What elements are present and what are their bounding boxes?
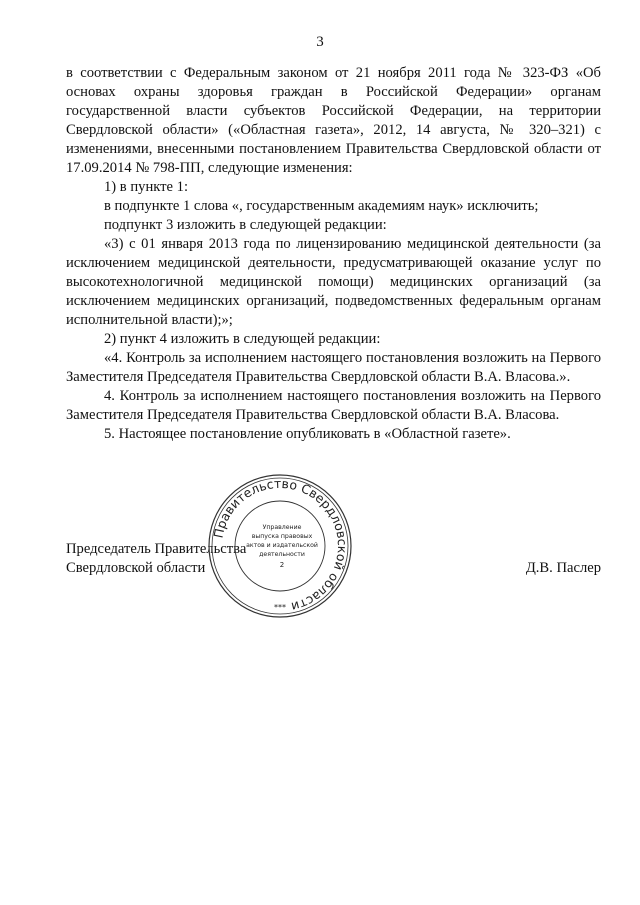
paragraph-control: 4. Контроль за исполнением настоящего постановления возложить на Первого Заместителя Председателя Правительства Свердловской области В.А. Власова. [66,388,601,423]
stamp-inner-number: 2 [279,561,285,569]
paragraph-subitem-3-intro: подпункт 3 изложить в следующей редакции: [104,217,387,233]
signatory-position-line1: Председатель Правительства [66,541,247,557]
stamp-stars: *** [274,603,286,612]
stamp-inner-line4: деятельности [259,551,305,558]
stamp-inner-line3: актов и издательской [246,542,318,549]
stamp-inner-line1: Управление [262,524,302,531]
page-number: 3 [316,34,324,50]
signatory-position-line2: Свердловской области [66,560,206,576]
paragraph-publish: 5. Настоящее постановление опубликовать в «Областной газете». [104,426,511,442]
paragraph-subitem-1: в подпункте 1 слова «, государственным академиям наук» исключить; [104,198,539,214]
stamp-ring-text: Правительство Свердловской области [210,475,351,615]
paragraph-subitem-3-text: «3) с 01 января 2013 года по лицензированию медицинской деятельности (за исключением медицинской деятельности, предусматривающей оказание услуг по высокотехнологичной медицинской помощи) медицинских организаций (за исключением медицинских организаций, подведомственных федеральным органам исполнительной власти);»; [66,236,601,328]
stamp-inner-line2: выпуска правовых [251,533,313,540]
paragraph-item-1: 1) в пункте 1: [104,179,189,195]
paragraph-item-4-quoted: «4. Контроль за исполнением настоящего постановления возложить на Первого Заместителя Председателя Правительства Свердловской области В.А. Власова.». [66,350,601,385]
document-body [66,64,601,444]
paragraph-item-2: 2) пункт 4 изложить в следующей редакции: [104,331,381,347]
paragraph-intro: в соответствии с Федеральным законом от 21 ноября 2011 года № 323-ФЗ «Об основах охраны здоровья граждан в Российской Федерации» органам государственной власти субъектов Российской Федерации, на территории Свердловской области» («Областная газета», 2012, 14 августа, № 320–321) с изменениями, внесенными постановлением Правительства Свердловской области от 17.09.2014 № 798-ПП, следующие изменения: [66,65,601,176]
signatory-name: Д.В. Паслер [525,560,601,576]
official-stamp [206,472,354,620]
